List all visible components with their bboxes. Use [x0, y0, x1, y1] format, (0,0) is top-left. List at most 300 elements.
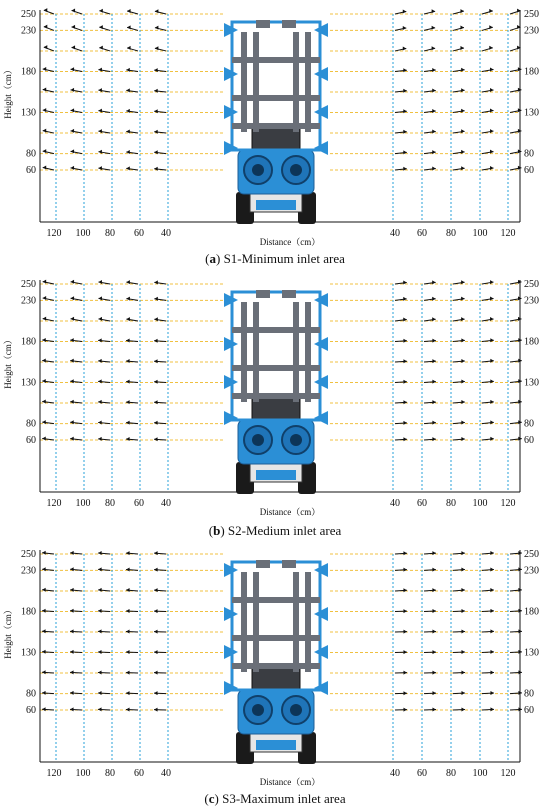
velocity-arrow — [71, 108, 82, 112]
height-tick-label-left: 80 — [26, 148, 36, 160]
velocity-arrow — [98, 437, 110, 441]
velocity-arrow — [98, 707, 110, 711]
velocity-arrow — [510, 46, 521, 51]
velocity-arrow — [42, 338, 54, 342]
velocity-arrow — [482, 46, 493, 51]
velocity-arrow — [43, 88, 54, 92]
velocity-arrow — [482, 691, 494, 695]
vertical-pipe-3 — [293, 302, 299, 402]
velocity-arrow — [395, 708, 407, 712]
velocity-arrow — [482, 88, 494, 92]
velocity-arrow — [424, 691, 436, 695]
velocity-arrow — [71, 317, 82, 321]
x-axis-title: Distance（cm） — [259, 237, 321, 247]
velocity-arrow — [482, 25, 493, 30]
velocity-arrow — [482, 166, 494, 170]
caption-letter: b — [213, 523, 221, 538]
velocity-arrow — [44, 8, 54, 14]
distance-tick-label-left: 100 — [75, 768, 91, 779]
velocity-arrow — [482, 109, 494, 113]
velocity-arrow — [126, 630, 138, 634]
velocity-arrow — [98, 567, 110, 571]
velocity-arrow — [154, 588, 166, 592]
velocity-arrow — [482, 317, 494, 321]
velocity-arrow — [395, 551, 407, 555]
height-tick-label-right: 230 — [524, 565, 539, 577]
height-tick-label-left: 180 — [21, 66, 36, 78]
velocity-arrow — [98, 359, 110, 363]
velocity-arrow — [127, 25, 138, 30]
velocity-arrow — [395, 359, 407, 363]
velocity-arrow — [395, 437, 407, 441]
velocity-arrow — [71, 88, 82, 92]
velocity-arrow — [42, 707, 54, 711]
height-tick-label-right: 130 — [524, 107, 539, 119]
velocity-arrow — [424, 109, 436, 113]
velocity-arrow — [126, 280, 138, 284]
distance-tick-label-right: 60 — [417, 228, 427, 239]
velocity-arrow — [126, 671, 138, 675]
velocity-arrow — [127, 46, 138, 51]
motor-block — [252, 126, 300, 150]
height-tick-label-right: 180 — [524, 336, 539, 348]
caption-text: S3-Maximum inlet area — [222, 791, 346, 806]
height-tick-label-right: 130 — [524, 377, 539, 389]
velocity-arrow — [42, 567, 54, 571]
velocity-arrow — [395, 380, 407, 384]
distance-tick-label-left: 120 — [46, 498, 62, 509]
velocity-arrow — [453, 25, 464, 30]
velocity-arrow — [482, 670, 494, 674]
velocity-arrow — [155, 26, 166, 31]
velocity-arrow — [453, 9, 464, 14]
velocity-arrow — [482, 129, 494, 133]
distance-tick-label-right: 80 — [446, 228, 456, 239]
caption-letter: a — [209, 251, 216, 266]
velocity-arrow — [43, 108, 54, 112]
velocity-arrow — [395, 650, 407, 654]
distance-tick-label-right: 80 — [446, 768, 456, 779]
velocity-arrow — [154, 339, 166, 343]
velocity-arrow — [154, 671, 166, 675]
height-tick-label-right: 180 — [524, 606, 539, 618]
velocity-arrow — [154, 437, 166, 441]
velocity-arrow — [424, 630, 436, 634]
velocity-arrow — [482, 707, 494, 711]
horizontal-pipe-middle — [232, 635, 320, 641]
motor-block — [252, 666, 300, 690]
velocity-arrow — [482, 9, 493, 14]
caption-s2: (b) S2-Medium inlet area — [208, 523, 342, 538]
horizontal-pipe-upper — [232, 327, 320, 333]
horizontal-pipe-lower — [232, 663, 320, 669]
height-tick-label-left: 60 — [26, 705, 36, 716]
vertical-pipe-2 — [253, 572, 259, 672]
velocity-arrow — [424, 130, 436, 134]
velocity-arrow — [453, 551, 465, 555]
velocity-arrow — [99, 9, 110, 14]
distance-tick-label-left: 100 — [75, 498, 91, 509]
height-tick-label-right: 60 — [524, 435, 534, 446]
x-axis-title: Distance（cm） — [259, 777, 321, 787]
velocity-arrow — [98, 317, 110, 321]
distance-tick-label-left: 80 — [105, 228, 115, 239]
distance-tick-label-right: 40 — [390, 228, 400, 239]
velocity-arrow — [43, 296, 54, 300]
distance-tick-label-right: 40 — [390, 768, 400, 779]
velocity-arrow — [44, 25, 54, 31]
sprayer-illustration — [224, 20, 328, 224]
height-tick-label-right: 230 — [524, 295, 539, 307]
height-tick-label-right: 80 — [524, 148, 534, 160]
distance-tick-label-right: 100 — [472, 768, 488, 779]
velocity-arrow — [71, 280, 82, 284]
velocity-arrow — [98, 650, 110, 654]
velocity-arrow — [126, 708, 138, 712]
distance-tick-label-right: 120 — [500, 228, 516, 239]
velocity-arrow — [453, 338, 465, 342]
velocity-arrow — [424, 9, 435, 14]
height-tick-label-right: 250 — [524, 9, 539, 20]
velocity-arrow — [424, 671, 436, 675]
sprayer-illustration — [224, 560, 328, 764]
fan-hub-2 — [290, 704, 302, 716]
velocity-arrow — [482, 296, 494, 300]
vertical-pipe-3 — [293, 32, 299, 132]
height-tick-label-right: 60 — [524, 165, 534, 176]
velocity-arrow — [395, 339, 407, 343]
height-tick-label-left: 130 — [21, 107, 36, 119]
velocity-arrow — [424, 609, 436, 613]
velocity-arrow — [510, 25, 521, 30]
pipe-cap-left — [256, 20, 270, 28]
pipe-cap-left — [256, 560, 270, 568]
velocity-arrow — [71, 149, 82, 153]
distance-tick-label-right: 120 — [500, 768, 516, 779]
vertical-pipe-3 — [293, 572, 299, 672]
velocity-arrow — [395, 588, 407, 592]
velocity-arrow — [154, 359, 166, 363]
velocity-arrow — [154, 708, 166, 712]
velocity-arrow — [395, 46, 406, 50]
caption-text: S2-Medium inlet area — [227, 523, 342, 538]
velocity-arrow — [154, 650, 166, 654]
x-axis-title: Distance（cm） — [259, 507, 321, 517]
distance-tick-label-left: 80 — [105, 768, 115, 779]
velocity-arrow — [70, 707, 82, 711]
height-tick-label-left: 60 — [26, 435, 36, 446]
velocity-arrow — [154, 400, 166, 404]
velocity-arrow — [482, 280, 494, 284]
height-tick-label-right: 130 — [524, 647, 539, 659]
velocity-arrow — [424, 26, 435, 31]
velocity-arrow — [424, 280, 436, 284]
velocity-arrow — [98, 629, 110, 633]
distance-tick-label-left: 60 — [134, 498, 144, 509]
caption-text: S1-Minimum inlet area — [223, 251, 345, 266]
height-tick-label-left: 230 — [21, 25, 36, 37]
height-tick-label-left: 80 — [26, 688, 36, 700]
height-tick-label-left: 60 — [26, 165, 36, 176]
velocity-arrow — [70, 650, 82, 654]
velocity-arrow — [453, 568, 465, 572]
distance-tick-label-left: 60 — [134, 228, 144, 239]
velocity-arrow — [70, 609, 82, 613]
distance-tick-label-right: 80 — [446, 498, 456, 509]
velocity-arrow — [42, 691, 54, 695]
distance-tick-label-left: 120 — [46, 768, 62, 779]
velocity-arrow — [482, 609, 494, 613]
velocity-arrow — [126, 317, 138, 321]
velocity-arrow — [424, 588, 436, 592]
height-tick-label-left: 80 — [26, 418, 36, 430]
velocity-arrow — [424, 708, 436, 712]
velocity-arrow — [42, 670, 54, 674]
velocity-arrow — [453, 588, 465, 592]
height-tick-label-left: 130 — [21, 647, 36, 659]
velocity-arrow — [98, 338, 110, 342]
velocity-arrow — [453, 46, 464, 51]
velocity-arrow — [71, 166, 82, 170]
panel-s1 — [0, 0, 550, 270]
velocity-arrow — [453, 671, 465, 675]
velocity-arrow — [154, 568, 166, 572]
height-tick-label-left: 180 — [21, 336, 36, 348]
velocity-arrow — [43, 317, 54, 321]
vertical-pipe-1 — [241, 302, 247, 402]
height-tick-label-left: 230 — [21, 295, 36, 307]
distance-tick-label-left: 60 — [134, 768, 144, 779]
velocity-arrow — [453, 629, 465, 633]
vertical-pipe-4 — [305, 302, 311, 402]
pipe-cap-left — [256, 290, 270, 298]
horizontal-pipe-upper — [232, 57, 320, 63]
fan-hub-1 — [252, 164, 264, 176]
velocity-arrow — [453, 707, 465, 711]
velocity-arrow — [424, 317, 436, 321]
velocity-arrow — [70, 691, 82, 695]
fan-hub-2 — [290, 164, 302, 176]
velocity-arrow — [154, 630, 166, 634]
velocity-arrow — [154, 609, 166, 613]
velocity-arrow — [453, 359, 465, 363]
velocity-arrow — [98, 609, 110, 613]
velocity-arrow — [424, 46, 435, 51]
velocity-arrow — [453, 437, 465, 441]
velocity-arrow — [42, 379, 54, 383]
caption-s1: (a) S1-Minimum inlet area — [205, 251, 345, 266]
velocity-arrow — [70, 629, 82, 633]
velocity-arrow — [98, 400, 110, 404]
velocity-arrow — [395, 26, 406, 30]
velocity-arrow — [154, 380, 166, 384]
velocity-arrow — [99, 46, 110, 51]
velocity-arrow — [42, 420, 54, 424]
height-tick-label-right: 250 — [524, 279, 539, 290]
vertical-pipe-2 — [253, 32, 259, 132]
velocity-arrow — [424, 89, 436, 93]
velocity-arrow — [43, 166, 54, 170]
horizontal-pipe-lower — [232, 393, 320, 399]
horizontal-pipe-upper — [232, 597, 320, 603]
height-tick-label-left: 250 — [21, 279, 36, 290]
velocity-arrow — [71, 296, 82, 300]
velocity-arrow — [510, 9, 521, 14]
velocity-arrow — [99, 25, 110, 30]
velocity-arrow — [453, 421, 465, 425]
height-tick-label-left: 250 — [21, 549, 36, 560]
height-tick-label-left: 230 — [21, 565, 36, 577]
distance-tick-label-left: 120 — [46, 228, 62, 239]
velocity-arrow — [98, 691, 110, 695]
velocity-arrow — [424, 297, 436, 301]
fan-hub-2 — [290, 434, 302, 446]
velocity-arrow — [43, 280, 54, 284]
velocity-arrow — [44, 45, 54, 51]
fan-hub-1 — [252, 704, 264, 716]
height-tick-label-left: 250 — [21, 9, 36, 20]
chassis-tank — [256, 470, 296, 480]
velocity-arrow — [154, 691, 166, 695]
velocity-arrow — [453, 691, 465, 695]
caption-letter: c — [208, 791, 215, 806]
velocity-arrow — [155, 9, 166, 14]
distance-tick-label-left: 40 — [161, 228, 171, 239]
panel-s3 — [0, 540, 550, 810]
velocity-arrow — [395, 10, 406, 14]
height-tick-label-right: 230 — [524, 25, 539, 37]
velocity-arrow — [72, 8, 82, 14]
velocity-arrow — [482, 67, 494, 71]
velocity-arrow — [395, 400, 407, 404]
velocity-arrow — [395, 568, 407, 572]
velocity-arrow — [98, 551, 110, 555]
pipe-cap-right — [282, 560, 296, 568]
velocity-arrow — [43, 129, 54, 133]
sprayer-illustration — [224, 290, 328, 494]
velocity-arrow — [98, 670, 110, 674]
velocity-arrow — [154, 551, 166, 555]
velocity-arrow — [453, 400, 465, 404]
velocity-arrow — [395, 671, 407, 675]
velocity-arrow — [42, 437, 54, 441]
velocity-arrow — [43, 67, 54, 71]
velocity-arrow — [71, 67, 82, 71]
distance-tick-label-right: 120 — [500, 498, 516, 509]
distance-tick-label-right: 100 — [472, 228, 488, 239]
velocity-arrow — [98, 296, 110, 300]
horizontal-pipe-middle — [232, 365, 320, 371]
velocity-arrow — [98, 379, 110, 383]
distance-tick-label-right: 60 — [417, 768, 427, 779]
velocity-arrow — [42, 609, 54, 613]
chassis-tank — [256, 200, 296, 210]
velocity-arrow — [126, 650, 138, 654]
velocity-arrow — [453, 650, 465, 654]
vertical-pipe-1 — [241, 572, 247, 672]
velocity-arrow — [72, 45, 82, 51]
velocity-arrow — [424, 68, 436, 72]
velocity-arrow — [71, 129, 82, 133]
y-axis-title: Height（cm） — [3, 335, 13, 389]
velocity-arrow — [42, 650, 54, 654]
velocity-arrow — [453, 379, 465, 383]
velocity-arrow — [155, 46, 166, 51]
distance-tick-label-left: 40 — [161, 498, 171, 509]
panel-s2 — [0, 270, 550, 540]
y-axis-title: Height（cm） — [3, 65, 13, 119]
velocity-arrow — [70, 670, 82, 674]
velocity-arrow — [424, 150, 436, 154]
distance-tick-label-left: 100 — [75, 228, 91, 239]
horizontal-pipe-middle — [232, 95, 320, 101]
velocity-arrow — [42, 588, 54, 592]
velocity-arrow — [72, 25, 82, 31]
height-tick-label-right: 80 — [524, 418, 534, 430]
y-axis-title: Height（cm） — [3, 605, 13, 659]
diagram-canvas — [0, 270, 550, 520]
distance-tick-label-right: 60 — [417, 498, 427, 509]
velocity-arrow — [395, 421, 407, 425]
velocity-arrow — [395, 609, 407, 613]
velocity-arrow — [453, 609, 465, 613]
velocity-arrow — [42, 629, 54, 633]
vertical-pipe-4 — [305, 32, 311, 132]
caption-s3: (c) S3-Maximum inlet area — [204, 791, 346, 806]
velocity-arrow — [98, 420, 110, 424]
velocity-arrow — [424, 568, 436, 572]
velocity-arrow — [127, 9, 138, 14]
velocity-arrow — [98, 588, 110, 592]
velocity-arrow — [126, 297, 138, 301]
velocity-arrow — [482, 150, 494, 154]
distance-tick-label-right: 40 — [390, 498, 400, 509]
velocity-arrow — [42, 551, 54, 555]
vertical-pipe-2 — [253, 302, 259, 402]
fan-hub-1 — [252, 434, 264, 446]
height-tick-label-left: 130 — [21, 377, 36, 389]
motor-block — [252, 396, 300, 420]
height-tick-label-right: 250 — [524, 549, 539, 560]
vertical-pipe-1 — [241, 32, 247, 132]
velocity-arrow — [42, 359, 54, 363]
distance-tick-label-left: 80 — [105, 498, 115, 509]
pipe-cap-right — [282, 290, 296, 298]
velocity-arrow — [482, 650, 494, 654]
diagram-canvas — [0, 540, 550, 790]
velocity-arrow — [98, 280, 110, 284]
height-tick-label-left: 180 — [21, 606, 36, 618]
velocity-arrow — [154, 421, 166, 425]
height-tick-label-right: 60 — [524, 705, 534, 716]
velocity-arrow — [424, 650, 436, 654]
vertical-pipe-4 — [305, 572, 311, 672]
velocity-arrow — [424, 551, 436, 555]
distance-tick-label-left: 40 — [161, 768, 171, 779]
velocity-arrow — [126, 691, 138, 695]
height-tick-label-right: 80 — [524, 688, 534, 700]
pipe-cap-right — [282, 20, 296, 28]
diagram-canvas — [0, 0, 550, 250]
velocity-arrow — [395, 630, 407, 634]
height-tick-label-right: 180 — [524, 66, 539, 78]
distance-tick-label-right: 100 — [472, 498, 488, 509]
chassis-tank — [256, 740, 296, 750]
velocity-arrow — [126, 609, 138, 613]
velocity-arrow — [43, 149, 54, 153]
velocity-arrow — [482, 629, 494, 633]
velocity-arrow — [424, 167, 436, 171]
